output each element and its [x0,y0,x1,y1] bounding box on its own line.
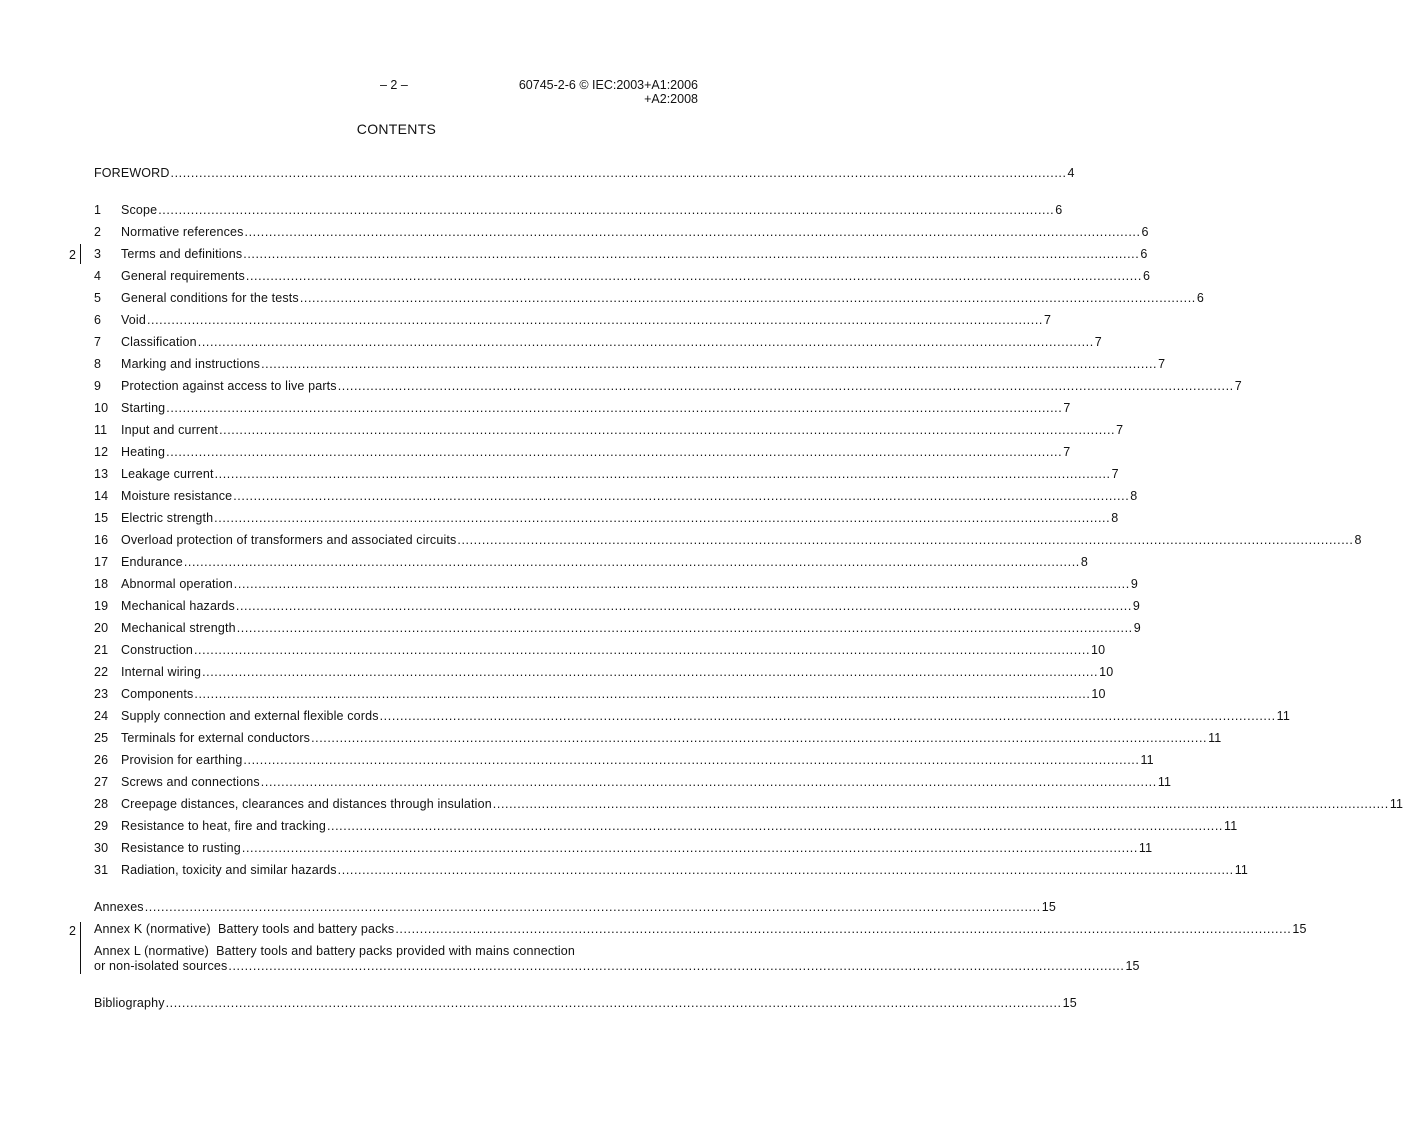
toc-label: Mechanical strength [121,621,236,635]
page-title: CONTENTS [356,121,437,137]
standard-reference [519,78,698,106]
toc-label: Annex K (normative) Battery tools and battery packs [94,922,395,936]
toc-page: 8 [1130,489,1138,503]
clause-number: 27 [94,775,109,789]
toc-label: Abnormal operation [121,577,233,591]
toc-entry-clause[interactable] [94,423,1124,439]
clause-number: 18 [94,577,109,591]
toc-label: Internal wiring [121,665,202,679]
clause-number: 12 [94,445,109,459]
clause-number: 17 [94,555,109,569]
toc-page: 7 [1158,357,1166,371]
toc-label: Radiation, toxicity and similar hazards [121,863,337,877]
clause-number: 20 [94,621,109,635]
leader-dots: ............................................................................................................................................................................................................................ [193,643,1091,657]
toc-page: 7 [1111,467,1119,481]
toc-label: Creepage distances, clearances and distances through insulation [121,797,492,811]
clause-number: 4 [94,269,102,283]
toc-page: 10 [1099,665,1114,679]
leader-dots: ............................................................................................................................................................................................................................ [158,203,1055,217]
toc-page: 8 [1354,533,1362,547]
toc-entry-clause[interactable] [94,511,1119,527]
toc-label: Normative references [121,225,244,239]
toc-entry-clause[interactable] [94,643,1106,659]
toc-page: 4 [1067,166,1075,180]
toc-page: 10 [1091,643,1106,657]
toc-label: Moisture resistance [121,489,233,503]
clause-number: 3 [94,247,102,261]
toc-page: 11 [1157,775,1172,789]
toc-entry-clause[interactable] [94,203,1063,219]
toc-entry-annex-l[interactable] [94,959,1140,975]
toc-entry-clause[interactable] [94,731,1222,747]
toc-label: Bibliography [94,996,165,1010]
toc-page: 6 [1196,291,1204,305]
toc-page: 6 [1055,203,1063,217]
toc-page: 7 [1234,379,1242,393]
leader-dots: ............................................................................................................................................................................................................................ [261,357,1158,371]
toc-entry-clause[interactable] [94,401,1071,417]
toc-label: Overload protection of transformers and associated circuits [121,533,457,547]
clause-number: 7 [94,335,102,349]
leader-dots: ............................................................................................................................................................................................................................ [165,996,1062,1010]
toc-page: 11 [1389,797,1403,811]
leader-dots: ............................................................................................................................................................................................................................ [170,166,1067,180]
clause-number: 6 [94,313,102,327]
clause-number: 2 [94,225,102,239]
toc-label: Resistance to rusting [121,841,241,855]
leader-dots: ............................................................................................................................................................................................................................ [233,577,1130,591]
change-mark-number: 2 [69,248,76,262]
clause-number: 16 [94,533,109,547]
toc-page: 7 [1094,335,1102,349]
clause-number: 11 [94,423,108,437]
toc-entry-clause[interactable] [94,753,1154,769]
toc-entry-clause[interactable] [94,665,1114,681]
toc-page: 9 [1132,599,1141,613]
toc-label: Screws and connections [121,775,260,789]
toc-label: Components [121,687,194,701]
clause-number: 23 [94,687,109,701]
toc-entry-clause[interactable] [94,335,1102,351]
toc-entry-clause[interactable] [94,269,1151,285]
standard-reference-line1: 60745-2-6 © IEC:2003+A1:2006 [518,78,698,92]
toc-page: 6 [1142,269,1151,283]
leader-dots: ............................................................................................................................................................................................................................ [202,665,1099,679]
toc-entry-annex-l-line1[interactable]: Annex L (normative) Battery tools and battery packs provided with mains connection [94,944,575,958]
toc-label: Annexes [94,900,144,914]
leader-dots: ............................................................................................................................................................................................................................ [235,599,1132,613]
leader-dots: ............................................................................................................................................................................................................................ [337,863,1234,877]
toc-page: 11 [1224,819,1238,833]
toc-label: Input and current [121,423,219,437]
toc-page: 9 [1133,621,1141,635]
toc-entry-annex-k[interactable] [94,922,1307,938]
leader-dots: ............................................................................................................................................................................................................................ [236,621,1133,635]
leader-dots: ............................................................................................................................................................................................................................ [146,313,1043,327]
clause-number: 19 [94,599,109,613]
leader-dots: ............................................................................................................................................................................................................................ [243,247,1140,261]
leader-dots: ............................................................................................................................................................................................................................ [337,379,1234,393]
toc-entry-clause[interactable] [94,775,1172,791]
toc-entry-clause[interactable] [94,313,1052,329]
clause-number: 26 [94,753,109,767]
toc-label: Supply connection and external flexible cords [121,709,379,723]
toc-page: 11 [1138,841,1153,855]
toc-entry-clause[interactable] [94,445,1071,461]
toc-entry-clause[interactable] [94,819,1238,835]
toc-entry-clause[interactable] [94,555,1088,571]
toc-entry-clause[interactable] [94,357,1166,373]
toc-label: Scope [121,203,158,217]
change-mark-number: 2 [69,924,76,938]
clause-number: 31 [94,863,109,877]
toc-page: 15 [1062,996,1077,1010]
leader-dots: ............................................................................................................................................................................................................................ [243,753,1140,767]
toc-page: 7 [1043,313,1052,327]
toc-label: Resistance to heat, fire and tracking [121,819,326,833]
toc-page: 6 [1141,225,1149,239]
change-bar [80,244,81,264]
leader-dots: ............................................................................................................................................................................................................................ [299,291,1196,305]
clause-number: 10 [94,401,109,415]
toc-label: General requirements [121,269,245,283]
toc-label: Construction [121,643,193,657]
toc-page: 11 [1276,709,1290,723]
toc-entry-clause[interactable] [94,687,1106,703]
toc-label: Provision for earthing [121,753,243,767]
toc-label: or non-isolated sources [94,959,228,973]
standard-reference-line2: +A2:2008 [644,92,698,106]
leader-dots: ............................................................................................................................................................................................................................ [245,269,1142,283]
toc-label: Classification [121,335,197,349]
clause-number: 14 [94,489,109,503]
leader-dots: ............................................................................................................................................................................................................................ [244,225,1141,239]
toc-entry-clause[interactable] [94,863,1248,879]
toc-entry-clause[interactable] [94,797,1403,813]
toc-entry-clause[interactable] [94,709,1290,725]
leader-dots: ............................................................................................................................................................................................................................ [214,511,1111,525]
toc-entry-clause[interactable] [94,379,1242,395]
leader-dots: ............................................................................................................................................................................................................................ [233,489,1130,503]
toc-page: 15 [1041,900,1056,914]
toc-entry-clause[interactable] [94,577,1138,593]
clause-number: 28 [94,797,109,811]
clause-number: 22 [94,665,109,679]
leader-dots: ............................................................................................................................................................................................................................ [326,819,1224,833]
toc-page: 10 [1091,687,1106,701]
toc-label: FOREWORD [94,166,170,180]
clause-number: 29 [94,819,109,833]
toc-page: 9 [1130,577,1138,591]
clause-number: 1 [94,203,102,217]
toc-entry-foreword[interactable] [94,166,1075,182]
toc-entry-clause[interactable] [94,247,1148,263]
leader-dots: ............................................................................................................................................................................................................................ [492,797,1389,811]
leader-dots: ............................................................................................................................................................................................................................ [260,775,1157,789]
toc-label: Leakage current [121,467,214,481]
toc-page: 6 [1140,247,1148,261]
toc-page: 11 [1208,731,1222,745]
change-bar [80,922,81,974]
toc-label: Mechanical hazards [121,599,235,613]
leader-dots: ............................................................................................................................................................................................................................ [166,445,1063,459]
clause-number: 8 [94,357,102,371]
leader-dots: ............................................................................................................................................................................................................................ [395,922,1292,936]
toc-label: Endurance [121,555,183,569]
toc-label: Heating [121,445,166,459]
clause-number: 5 [94,291,102,305]
leader-dots: ............................................................................................................................................................................................................................ [166,401,1063,415]
toc-entry-clause[interactable] [94,489,1138,505]
page-number: – 2 – [380,78,408,92]
toc-entry-annexes[interactable] [94,900,1056,916]
toc-label: Marking and instructions [121,357,261,371]
toc-page: 7 [1063,401,1071,415]
toc-page: 15 [1292,922,1307,936]
clause-number: 15 [94,511,109,525]
toc-entry-clause[interactable] [94,467,1119,483]
toc-entry-clause[interactable] [94,841,1153,857]
clause-number: 25 [94,731,109,745]
toc-label: Electric strength [121,511,214,525]
toc-entry-clause[interactable] [94,291,1204,307]
leader-dots: ............................................................................................................................................................................................................................ [311,731,1208,745]
leader-dots: ............................................................................................................................................................................................................................ [219,423,1116,437]
leader-dots: ............................................................................................................................................................................................................................ [144,900,1041,914]
toc-page: 8 [1080,555,1088,569]
leader-dots: ............................................................................................................................................................................................................................ [241,841,1138,855]
clause-number: 9 [94,379,102,393]
clause-number: 21 [94,643,109,657]
toc-entry-clause[interactable] [94,621,1141,637]
clause-number: 24 [94,709,109,723]
toc-page: 7 [1116,423,1124,437]
toc-entry-bibliography[interactable] [94,996,1077,1012]
toc-label: Protection against access to live parts [121,379,337,393]
toc-label: General conditions for the tests [121,291,299,305]
toc-label: Terminals for external conductors [121,731,311,745]
leader-dots: ............................................................................................................................................................................................................................ [197,335,1094,349]
leader-dots: ............................................................................................................................................................................................................................ [228,959,1125,973]
leader-dots: ............................................................................................................................................................................................................................ [379,709,1276,723]
toc-page: 11 [1234,863,1248,877]
toc-label: Starting [121,401,166,415]
leader-dots: ............................................................................................................................................................................................................................ [457,533,1354,547]
toc-entry-clause[interactable] [94,225,1149,241]
toc-page: 7 [1063,445,1071,459]
leader-dots: ............................................................................................................................................................................................................................ [214,467,1111,481]
clause-number: 30 [94,841,109,855]
toc-entry-clause[interactable] [94,599,1141,615]
clause-number: 13 [94,467,109,481]
toc-label: Terms and definitions [121,247,243,261]
toc-page: 11 [1140,753,1154,767]
toc-entry-clause[interactable] [94,533,1362,549]
toc-page: 8 [1111,511,1119,525]
leader-dots: ............................................................................................................................................................................................................................ [194,687,1091,701]
toc-page: 15 [1125,959,1140,973]
leader-dots: ............................................................................................................................................................................................................................ [183,555,1080,569]
toc-label: Void [121,313,146,327]
